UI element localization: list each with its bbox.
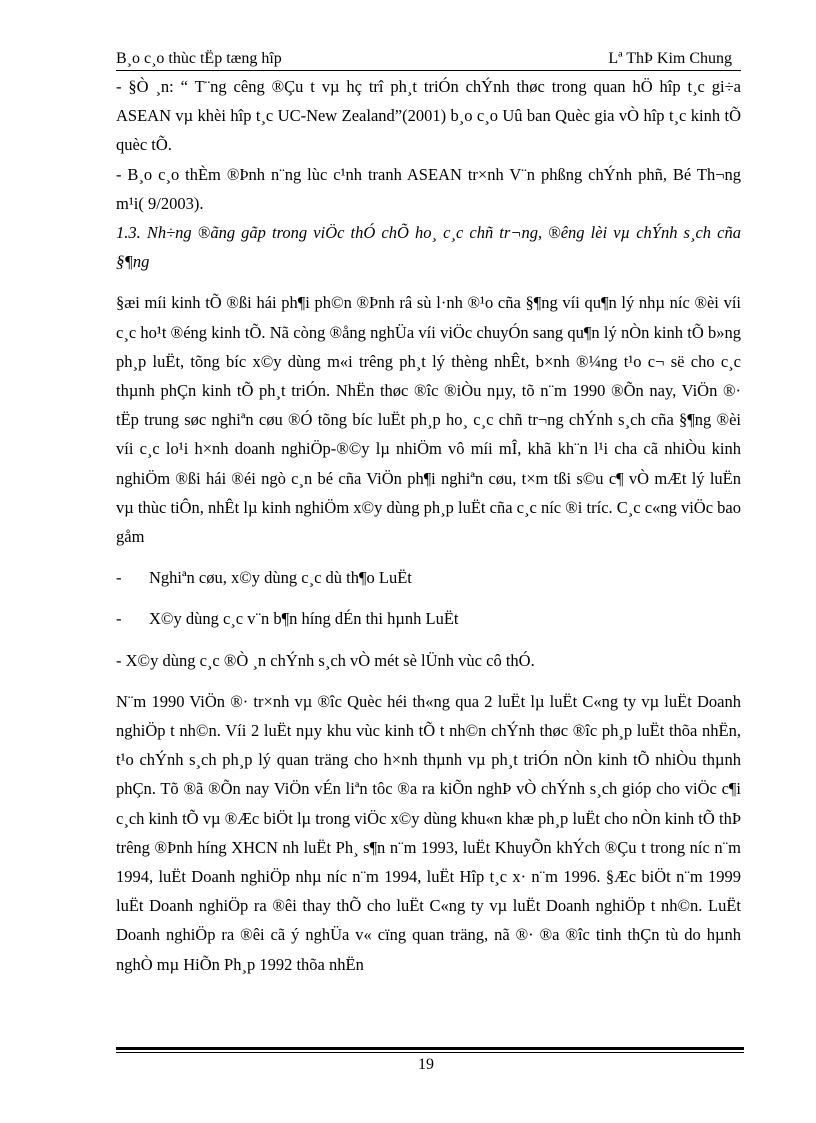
paragraph-economic-reform: §æi míi kinh tÕ ®ßi hái ph¶i ph©n ®Þnh râ sù l·nh ®¹o cña §¶ng víi qu¶n lý nhµ níc ®èi víi c¸c ho¹t ®éng kinh tÕ. Nã còng ®ång nghÜa víi viÖc chuyÓn sang qu¶n lý nÒn kinh tÕ b»ng ph¸p luËt, tõng bíc x©y dùng m«i trêng ph¸t lý thèng nhÊt, b×nh ®¼ng t¹o c¬ së cho c¸c thµnh phÇn kinh tÕ ph¸t triÓn. NhËn thøc ®îc ®iÒu nµy, tõ n¨m 1990 ®Õn nay, ViÖn ®· tËp trung søc nghiªn cøu ®Ó tõng bíc luËt ph¸p ho¸ c¸c chñ tr¬ng chÝnh s¸ch cña §¶ng ®èi víi c¸c lo¹i h×nh doanh nghiÖp-®©y lµ nhiÖm vô míi mÎ, khã kh¨n l¹i cha cã nhiÒu kinh nghiÖm ®ßi hái ®éi ngò c¸n bé cña ViÖn ph¶i nghiªn cøu, t×m tßi s©u c¶ vÒ mÆt lý luËn vµ thùc tiÔn, nhÊt lµ kinh nghiÖm x©y dùng ph¸p luËt cña c¸c níc ®i tríc. C¸c c«ng viÖc bao gåm: [116, 293, 741, 547]
list-item-research-draft-law: - Nghiªn cøu, x©y dùng c¸c dù th¶o LuËt: [116, 568, 412, 588]
header-report-title: B¸o c¸o thùc tËp tæng hîp: [116, 50, 282, 67]
paragraph-1990-laws: N¨m 1990 ViÖn ®· tr×nh vµ ®îc Quèc héi th«ng qua 2 luËt lµ luËt C«ng ty vµ luËt Doanh nghiÖp t nh©n. Víi 2 luËt nµy khu vùc kinh tÕ t nh©n chÝnh thøc ®îc ph¸p luËt thõa nhËn, t¹o chÝnh s¸ch ph¸p lý quan träng cho h×nh thµnh vµ ph¸t triÓn nÒn kinh tÕ nhiÒu thµnh phÇn. Tõ ®ã ®Õn nay ViÖn vÉn liªn tôc ®a ra kiÕn nghÞ vÒ chÝnh s¸ch gióp cho viÖc c¶i c¸ch kinh tÕ vµ ®Æc biÖt lµ trong viÖc x©y dùng khu«n khæ ph¸p luËt cho nÒn kinh tÕ thÞ trêng ®Þnh híng XHCN nh luËt Ph¸ s¶n n¨m 1993, luËt KhuyÕn khÝch ®Çu t trong níc n¨m 1994, luËt Doanh nghiÖp nhµ níc n¨m 1994, luËt Hîp t¸c x· n¨m 1996. §Æc biÖt n¨m 1999 luËt Doanh nghiÖp ra ®êi thay thÕ cho luËt C«ng ty vµ luËt Doanh nghiÖp t nh©n. LuËt Doanh nghiÖp ra ®êi cã ý nghÜa v« cïng quan träng, nã ®· ®a ®îc tinh thÇn tù do hµnh nghÒ mµ HiÕn Ph¸p 1992 thõa nhËn: [116, 691, 741, 974]
paragraph-project-asean: - §Ò ¸n: “ T¨ng cêng ®Çu t vµ hç trî ph¸t triÓn chÝnh thøc trong quan hÖ hîp t¸c gi÷a ASEAN vµ khèi hîp t¸c UC-New Zealand”(2001) b¸o c¸o Uû ban Quèc gia vÒ hîp t¸c kinh tÕ quèc tÕ.: [116, 77, 741, 155]
paragraph-report-competitiveness: - B¸o c¸o thÈm ®Þnh n¨ng lùc c¹nh tranh ASEAN tr×nh V¨n phßng chÝnh phñ, Bé Th¬ng m¹i( 9/2003).: [116, 164, 741, 213]
running-header: [116, 50, 738, 68]
footer-divider-thin: [116, 1052, 744, 1053]
section-heading-1-3: 1.3. Nh÷ng ®ãng gãp trong viÖc thÓ chÕ ho¸ c¸c chñ tr¬ng, ®êng lèi vµ chÝnh s¸ch cña §¶ng: [116, 223, 741, 272]
header-divider: [116, 70, 741, 71]
page-number: 19: [418, 1056, 434, 1073]
footer-divider-thick: [116, 1047, 744, 1050]
page-body: [116, 72, 741, 979]
list-item-policy-projects: - X©y dùng c¸c ®Ò ¸n chÝnh s¸ch vÒ mét sè lÜnh vùc cô thÓ.: [116, 650, 535, 670]
header-author-name: Lª ThÞ Kim Chung: [608, 50, 732, 67]
list-item-guiding-documents: - X©y dùng c¸c v¨n b¶n híng dÉn thi hµnh LuËt: [116, 609, 459, 629]
